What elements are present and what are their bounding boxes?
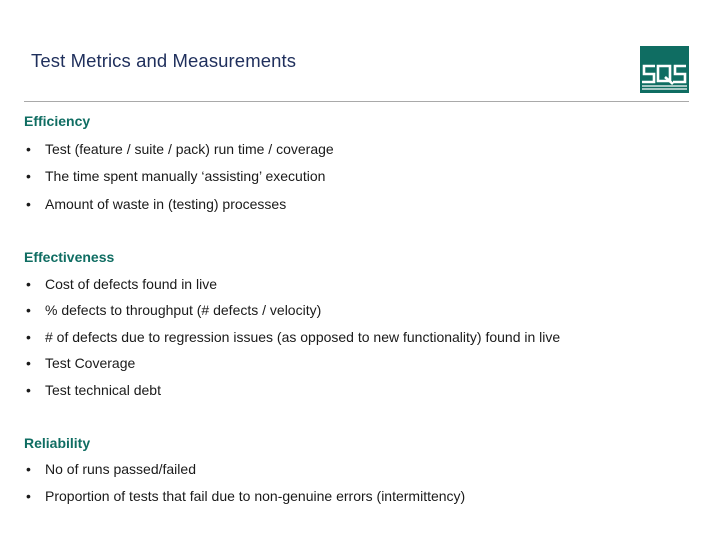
list-item: • Amount of waste in (testing) processes bbox=[26, 196, 287, 212]
list-item: • Test Coverage bbox=[26, 355, 136, 371]
bullet-icon: • bbox=[26, 488, 31, 504]
list-item: • No of runs passed/failed bbox=[26, 461, 196, 477]
bullet-icon: • bbox=[26, 276, 31, 292]
list-item: • Test (feature / suite / pack) run time / coverage bbox=[26, 141, 334, 157]
list-item: • % defects to throughput (# defects / velocity) bbox=[26, 302, 322, 318]
bullet-icon: • bbox=[26, 302, 31, 318]
list-item: • Test technical debt bbox=[26, 382, 161, 398]
bullet-icon: • bbox=[26, 168, 31, 184]
bullet-icon: • bbox=[26, 141, 31, 157]
sqs-logo bbox=[640, 46, 689, 93]
slide-title: Test Metrics and Measurements bbox=[31, 50, 297, 71]
bullet-icon: • bbox=[26, 461, 31, 477]
bullet-icon: • bbox=[26, 196, 31, 212]
bullet-icon: • bbox=[26, 355, 31, 371]
section-heading-effectiveness: Effectiveness bbox=[24, 249, 115, 265]
bullet-icon: • bbox=[26, 329, 31, 345]
list-item: • Proportion of tests that fail due to non-genuine errors (intermittency) bbox=[26, 488, 466, 504]
bullet-icon: • bbox=[26, 382, 31, 398]
list-item: • # of defects due to regression issues (as opposed to new functionality) found in live bbox=[26, 329, 561, 345]
list-item: • Cost of defects found in live bbox=[26, 276, 217, 292]
list-item: • The time spent manually ‘assisting’ execution bbox=[26, 168, 326, 184]
section-heading-efficiency: Efficiency bbox=[24, 113, 91, 129]
sqs-logo-icon bbox=[640, 46, 689, 93]
section-heading-reliability: Reliability bbox=[24, 435, 91, 451]
title-divider bbox=[24, 101, 689, 102]
